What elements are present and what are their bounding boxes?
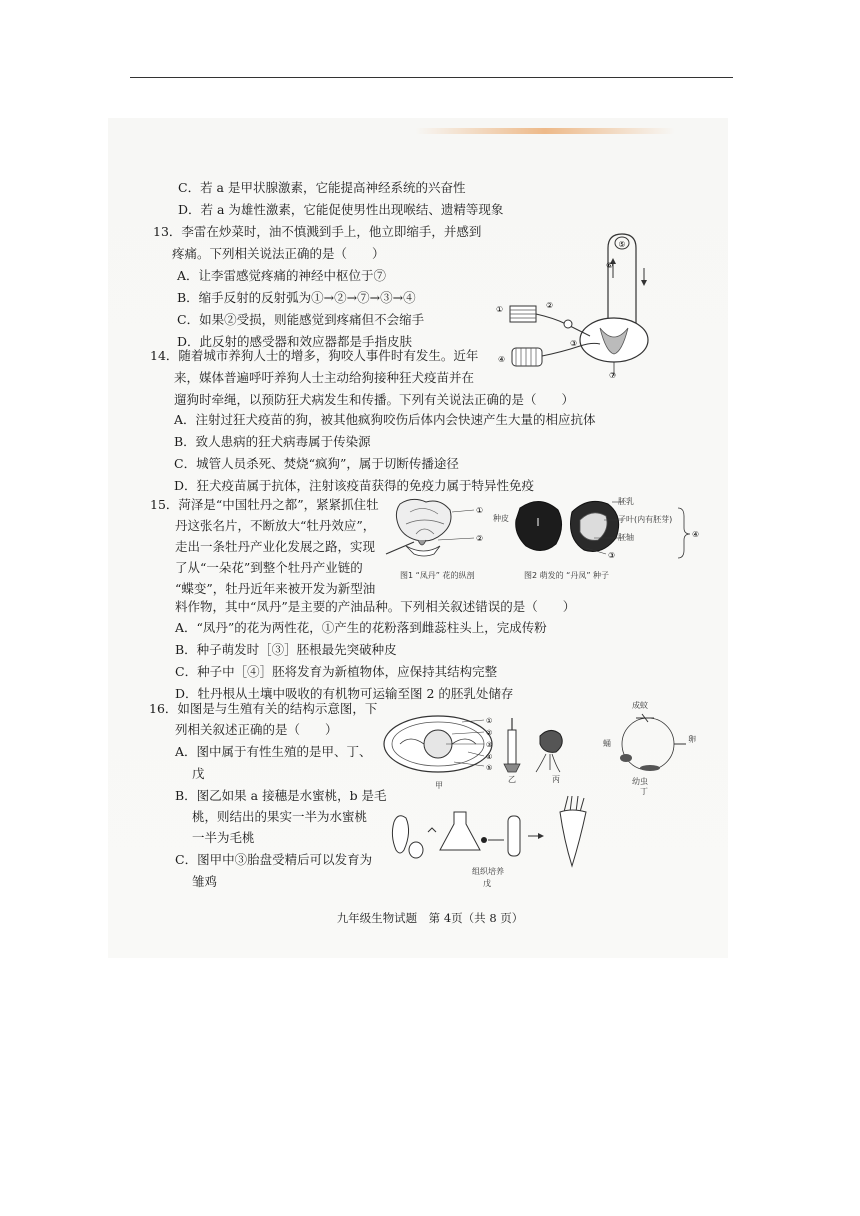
header-rule: [130, 77, 733, 78]
q15-option-b: B．种子萌发时［③］胚根最先突破种皮: [175, 642, 397, 657]
q14-stem-line3: 遛狗时牵绳，以预防狂犬病发生和传播。下列有关说法正确的是（ ）: [174, 392, 575, 407]
label-larva: 幼虫: [632, 777, 648, 786]
peony-flower-illustration: [386, 499, 474, 556]
label-circle-3: ③: [570, 339, 578, 348]
reflex-arc-diagram: [490, 228, 680, 378]
label-cotyledon: 子叶(内有胚芽): [618, 515, 673, 524]
q14-stem-line1: 14．随着城市养狗人士的增多，狗咬人事件时有发生。近年: [150, 348, 479, 363]
label-jia: 甲: [435, 781, 443, 790]
label-circle-4: ④: [498, 355, 506, 364]
page-footer: 九年级生物试题 第 4页（共 8 页）: [336, 911, 524, 925]
label-circle-7: ⑦: [609, 371, 617, 378]
q15-stem-line6: 料作物，其中“凤丹”是主要的产油品种。下列相关叙述错误的是（ ）: [175, 599, 576, 614]
q16-stem-line1: 16．如图是与生殖有关的结构示意图，下: [149, 701, 378, 716]
flower-label-1: ①: [476, 506, 484, 515]
label-ding: 丁: [640, 787, 648, 796]
label-circle-5: ⑤: [618, 240, 626, 249]
q13-stem-line2: 疼痛。下列相关说法正确的是（ ）: [172, 246, 385, 261]
q15-stem-line4: 了从“一朵花”到整个牡丹产业链的: [175, 560, 363, 575]
flower-label-2: ②: [476, 534, 484, 543]
q15-option-d: D．牡丹根从土壤中吸收的有机物可运输至图 2 的胚乳处储存: [175, 686, 514, 701]
label-circle-2: ②: [546, 301, 554, 310]
q15-stem-line2: 丹这张名片，不断放大“牡丹效应”，: [175, 518, 376, 533]
q14-option-b: B．致人患病的狂犬病毒属于传染源: [174, 434, 371, 449]
label-adult-mosquito: 成蚊: [632, 701, 648, 710]
label-yi: 乙: [508, 775, 516, 784]
q14-stem-line2: 来，媒体普遍呼吁养狗人士主动给狗接种狂犬疫苗并在: [174, 370, 475, 385]
seed-label-4: ④: [692, 530, 700, 539]
egg-label-3: ③: [486, 741, 493, 749]
label-pupa: 蛹: [603, 739, 611, 748]
q12-option-c: C．若 a 是甲状腺激素，它能提高神经系统的兴奋性: [178, 180, 466, 195]
q16-option-c-line2: 雏鸡: [192, 874, 218, 889]
q16-option-b-line2: 桃，则结出的果实一半为水蜜桃: [192, 809, 368, 824]
q13-option-d: D．此反射的感受器和效应器都是手指皮肤: [177, 334, 413, 349]
egg-label-2: ②: [486, 729, 493, 737]
label-circle-1: ①: [496, 305, 504, 314]
fig1-caption: 图1 “凤丹” 花的纵剖: [400, 571, 475, 580]
q16-option-c-line1: C．图甲中③胎盘受精后可以发育为: [175, 852, 373, 867]
q12-option-d: D．若 a 为雄性激素，它能促使男性出现喉结、遗精等现象: [178, 202, 504, 217]
q14-option-c: C．城管人员杀死、焚烧“疯狗”，属于切断传播途径: [174, 456, 459, 471]
label-wu: 戊: [483, 879, 491, 888]
q14-option-a: A．注射过狂犬疫苗的狗，被其他疯狗咬伤后体内会快速产生大量的相应抗体: [174, 412, 596, 427]
q15-stem-line1: 15．菏泽是“中国牡丹之都”，紧紧抓住牡: [150, 497, 379, 512]
seed-label-3: ③: [608, 551, 616, 560]
q13-stem-line1: 13．李雷在炒菜时，油不慎溅到手上，他立即缩手，并感到: [153, 224, 482, 239]
label-egg: 卵: [688, 735, 696, 744]
q15-stem-line3: 走出一条牡丹产业化发展之路，实现: [175, 539, 376, 554]
egg-label-4: ④: [486, 753, 493, 761]
q14-option-d: D．狂犬疫苗属于抗体，注射该疫苗获得的免疫力属于特异性免疫: [174, 478, 535, 493]
q15-option-c: C．种子中［④］胚将发育为新植物体，应保持其结构完整: [175, 664, 498, 679]
q16-stem-line2: 列相关叙述正确的是（ ）: [175, 722, 338, 737]
label-endosperm: 胚乳: [618, 497, 634, 506]
label-tissue-culture: 组织培养: [472, 867, 504, 876]
q13-option-b: B．缩手反射的反射弧为①→②→⑦→③→④: [177, 290, 416, 305]
q13-option-a: A．让李雷感觉疼痛的神经中枢位于⑦: [177, 268, 387, 283]
q16-option-b-line3: 一半为毛桃: [192, 830, 255, 845]
reproduction-figures: [380, 700, 700, 890]
q15-option-a: A．“凤丹”的花为两性花，①产生的花粉落到雌蕊柱头上，完成传粉: [175, 620, 547, 635]
label-bing: 丙: [552, 775, 560, 784]
egg-label-1: ①: [486, 717, 493, 725]
q16-option-a-line1: A．图中属于有性生殖的是甲、丁、: [175, 744, 372, 759]
label-circle-6: ⑥: [606, 261, 614, 270]
fig2-caption: 图2 萌发的 “丹凤” 种子: [524, 571, 610, 580]
q16-option-b-line1: B．图乙如果 a 接穗是水蜜桃，b 是毛: [175, 788, 387, 803]
q15-stem-line5: “蝶变”，牡丹近年来被开发为新型油: [175, 581, 376, 596]
scan-smear: [415, 128, 675, 134]
q16-option-a-line2: 戊: [192, 766, 205, 781]
q13-option-c: C．如果②受损，则能感觉到疼痛但不会缩手: [177, 312, 425, 327]
egg-label-5: ⑤: [486, 764, 493, 772]
label-hypocotyl: 胚轴: [618, 533, 634, 542]
label-seed-coat: 种皮: [493, 514, 509, 523]
